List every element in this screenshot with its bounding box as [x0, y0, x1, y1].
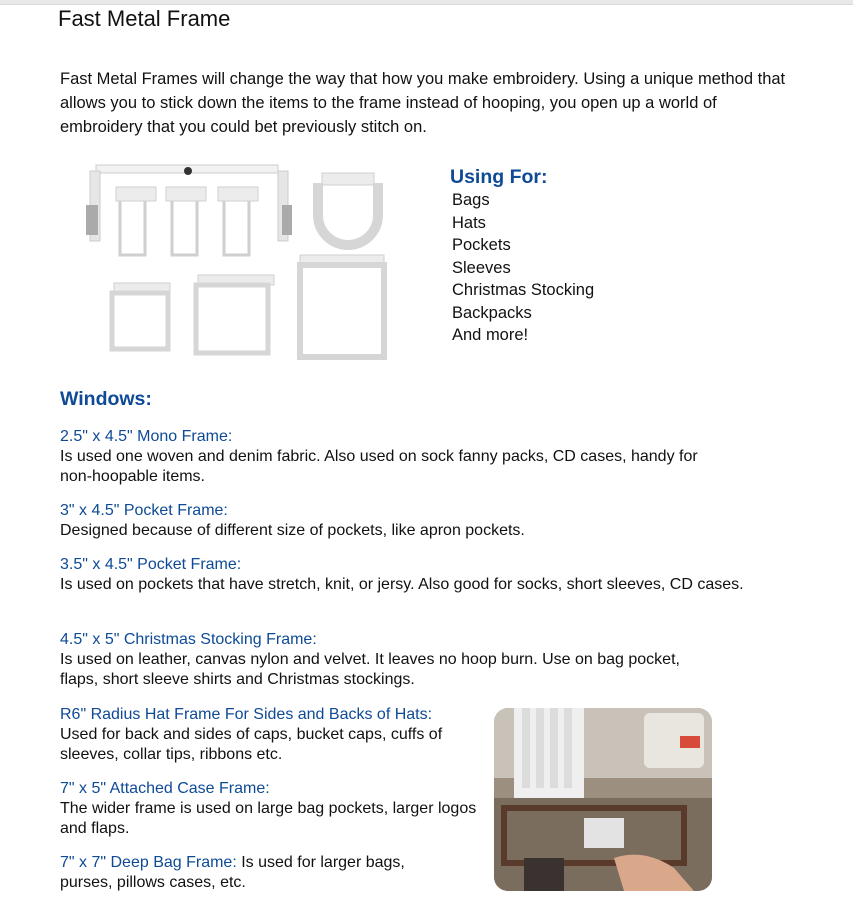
window-item [60, 630, 700, 690]
embroidery-machine-photo [494, 708, 712, 891]
list-item: Hats [452, 213, 486, 232]
top-border [0, 0, 853, 5]
list-item: Pockets [452, 236, 511, 254]
window-title: 7" x 7" Deep Bag Frame: [60, 854, 237, 871]
windows-heading: Windows: [60, 388, 152, 410]
list-item: Bags [452, 191, 490, 209]
window-desc: Is used on leather, canvas nylon and velvet. It leaves no hoop burn. Use on bag pocket, flaps, short sleeve shirts and Christmas stockings. [60, 651, 680, 688]
window-desc: Is used on pockets that have stretch, knit, or jersy. Also good for socks, short sleeves, CD cases. [60, 576, 744, 593]
metal-frames-image [78, 155, 408, 370]
window-item [60, 501, 760, 541]
window-item [60, 555, 750, 595]
using-for-list [450, 189, 594, 347]
window-title: 3" x 4.5" Pocket Frame: [60, 502, 228, 519]
window-item [60, 705, 490, 765]
list-item: Backpacks [452, 303, 532, 322]
window-title: R6" Radius Hat Frame For Sides and Backs of Hats: [60, 706, 433, 723]
window-title: 3.5" x 4.5" Pocket Frame: [60, 556, 242, 573]
window-title: 7" x 5" Attached Case Frame: [60, 780, 270, 797]
window-desc: Is used one woven and denim fabric. Also used on sock fanny packs, CD cases, handy for non-hoopable items. [60, 448, 698, 485]
intro-paragraph: Fast Metal Frames will change the way that how you make embroidery. Using a unique method that allows you to stick down the items to the frame instead of hooping, you open up a world of embroidery that you could bet previously stitch on. [60, 70, 786, 136]
window-desc: Is used for larger bags, purses, pillows cases, etc. [60, 854, 405, 891]
window-item [60, 427, 720, 487]
list-item: Christmas Stocking [452, 281, 595, 299]
using-for-section [450, 165, 594, 347]
using-for-heading: Using For: [450, 166, 548, 188]
window-item [60, 779, 480, 839]
list-item: Sleeves [452, 258, 511, 277]
window-desc: Designed because of different size of pockets, like apron pockets. [60, 522, 525, 539]
window-item [60, 853, 460, 893]
window-title: 4.5" x 5" Christmas Stocking Frame: [60, 631, 317, 648]
list-item: And more! [452, 326, 529, 344]
window-title: 2.5" x 4.5" Mono Frame: [60, 428, 233, 445]
window-desc: Used for back and sides of caps, bucket caps, cuffs of sleeves, collar tips, ribbons etc. [60, 726, 443, 763]
page-title: Fast Metal Frame [58, 6, 231, 31]
window-desc: The wider frame is used on large bag pockets, larger logos and flaps. [60, 800, 477, 837]
